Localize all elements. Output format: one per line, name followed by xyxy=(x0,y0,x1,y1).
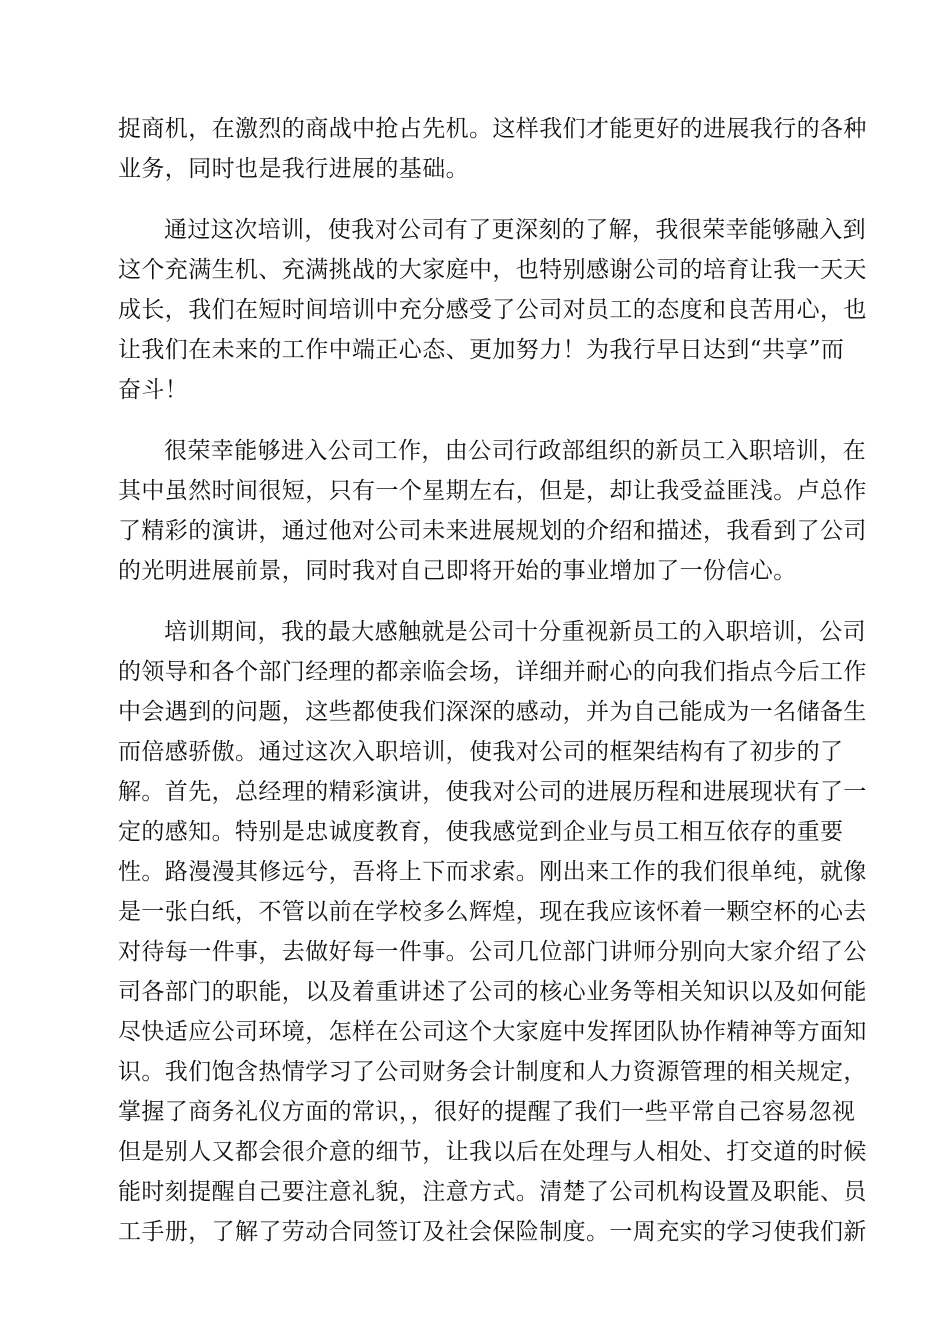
text-line: 性。路漫漫其修远兮，吾将上下而求索。刚出来工作的我们很单纯，就像 xyxy=(118,859,867,885)
paragraph-1 xyxy=(118,109,867,189)
paragraph-2 xyxy=(118,210,867,410)
text-line: 对待每一件事，去做好每一件事。公司几位部门讲师分别向大家介绍了公 xyxy=(118,939,867,965)
text-line: 其中虽然时间很短，只有一个星期左右，但是，却让我受益匪浅。卢总作 xyxy=(118,478,867,504)
text-line: 而倍感骄傲。通过这次入职培训，使我对公司的框架结构有了初步的了 xyxy=(118,739,844,765)
text-line: 了精彩的演讲，通过他对公司未来进展规划的介绍和描述，我看到了公司 xyxy=(118,518,867,544)
text-line: 司各部门的职能，以及着重讲述了公司的核心业务等相关知识以及如何能 xyxy=(118,979,867,1005)
text-line: 的领导和各个部门经理的都亲临会场，详细并耐心的向我们指点今后工作 xyxy=(118,659,867,685)
text-line: 通过这次培训，使我对公司有了更深刻的了解，我很荣幸能够融入到 xyxy=(164,217,866,243)
text-line: 工手册，了解了劳动合同签订及社会保险制度。一周充实的学习使我们新 xyxy=(118,1219,867,1245)
text-line: 解。首先，总经理的精彩演讲，使我对公司的进展历程和进展现状有了一 xyxy=(118,779,867,805)
text-line: 识。我们饱含热情学习了公司财务会计制度和人力资源管理的相关规定， xyxy=(118,1059,867,1085)
text-line: 定的感知。特别是忠诚度教育，使我感觉到企业与员工相互依存的重要 xyxy=(118,819,844,845)
text-line: 中会遇到的问题，这些都使我们深深的感动，并为自己能成为一名储备生 xyxy=(118,699,867,725)
text-line: 的光明进展前景，同时我对自己即将开始的事业增加了一份信心。 xyxy=(118,558,797,584)
text-line: 业务，同时也是我行进展的基础。 xyxy=(118,156,469,182)
text-line: 成长，我们在短时间培训中充分感受了公司对员工的态度和良苦用心，也 xyxy=(118,297,867,323)
paragraph-4 xyxy=(118,612,867,1252)
text-line: 让我们在未来的工作中端正心态、更加努力！为我行早日达到“共享”而 xyxy=(118,337,845,363)
text-line: 但是别人又都会很介意的细节，让我以后在处理与人相处、打交道的时候 xyxy=(118,1139,867,1165)
text-line: 捉商机，在激烈的商战中抢占先机。这样我们才能更好的进展我行的各种 xyxy=(118,116,867,142)
paragraph-3 xyxy=(118,431,867,591)
text-line: 能时刻提醒自己要注意礼貌，注意方式。清楚了公司机构设置及职能、员 xyxy=(118,1179,867,1205)
text-line: 奋斗！ xyxy=(118,377,189,403)
text-line: 尽快适应公司环境，怎样在公司这个大家庭中发挥团队协作精神等方面知 xyxy=(118,1019,867,1045)
text-line: 这个充满生机、充满挑战的大家庭中，也特别感谢公司的培育让我一天天 xyxy=(118,257,867,283)
text-line: 掌握了商务礼仪方面的常识，，很好的提醒了我们一些平常自己容易忽视 xyxy=(118,1099,856,1125)
document-body xyxy=(118,109,867,1273)
text-line: 是一张白纸，不管以前在学校多么辉煌，现在我应该怀着一颗空杯的心去 xyxy=(118,899,867,925)
text-line: 很荣幸能够进入公司工作，由公司行政部组织的新员工入职培训，在 xyxy=(164,438,866,464)
text-line: 培训期间，我的最大感触就是公司十分重视新员工的入职培训，公司 xyxy=(164,619,866,645)
